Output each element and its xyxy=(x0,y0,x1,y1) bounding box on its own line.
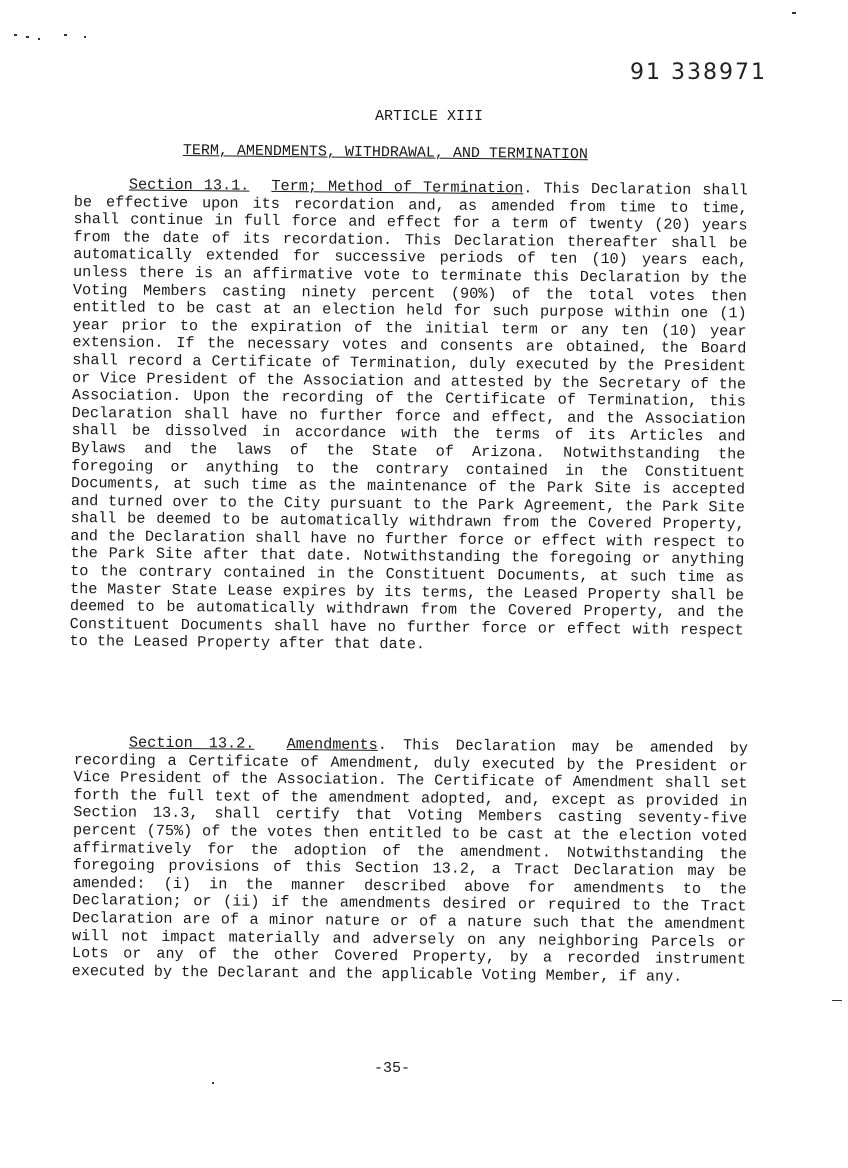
scan-speck xyxy=(212,1082,214,1084)
scan-speck xyxy=(792,12,796,14)
section-13-2 xyxy=(72,734,748,987)
section-title: Term; Method of Termination xyxy=(271,176,524,198)
scan-speck xyxy=(832,1000,842,1001)
article-title: TERM, AMENDMENTS, WITHDRAWAL, AND TERMINATION xyxy=(182,142,589,164)
scan-speck xyxy=(84,36,86,38)
scan-speck xyxy=(26,36,29,38)
scan-speck xyxy=(14,34,17,36)
document-number: 91 338971 xyxy=(630,60,767,85)
scan-speck xyxy=(64,34,67,36)
section-13-1 xyxy=(69,176,748,657)
section-body: . This Declaration may be amended by recording a Certificate of Amendment, duly executed by the President or Vice President of the Association. The Certificate of Amendment shall set forth the full text of the amendment adopted, and, except as provided in Section 13.3, shall certify that Voting Members casting seventy-five percent (75%) of the votes then entitled to be cast at the election voted affirmatively for the adoption of the amendment. Notwithstanding the foregoing provisions of this Section 13.2, a Tract Declaration may be amended: (i) in the manner described above for amendments to the Declaration; or (ii) if the amendments desired or required to the Tract Declaration are of a minor nature or of a nature such that the amendment will not impact materially and adversely on any neighboring Parcels or Lots or any of the other Covered Property, by a recorded instrument executed by the Declarant and the applicable Voting Member, if any. xyxy=(71,735,748,986)
article-heading xyxy=(0,108,848,125)
section-paragraph xyxy=(72,734,748,987)
scan-speck xyxy=(38,38,40,40)
article-heading-text: ARTICLE XIII xyxy=(374,108,484,125)
section-paragraph xyxy=(69,176,748,657)
page-number: -35- xyxy=(374,1060,411,1077)
section-number: Section 13.2. xyxy=(128,733,255,753)
section-title: Amendments xyxy=(286,735,378,754)
section-body: . This Declaration shall be effective upon its recordation and, as amended from time to time, shall continue in full force and effect for a term of twenty (20) years from the date of its recordation. This Declaration thereafter shall be automatically extended for successive periods of ten (10) years each, unless there is an affirmative vote to terminate this Declaration by the Voting Members casting ninety percent (90%) of the total votes then entitled to be cast at an election held for such purpose within one (1) year prior to the expiration of the initial term or any ten (10) year extension. If the necessary votes and consents are obtained, the Board shall record a Certificate of Termination, duly executed by the President or Vice President of the Association and attested by the Secretary of the Association. Upon the recording of the Certificate of Termination, this Declaration shall have no further force and effect, and the Association shall be dissolved in accordance with the terms of its Articles and Bylaws and the laws of the State of Arizona. Notwithstanding the foregoing or anything to the contrary contained in the Constituent Documents, at such time as the maintenance of the Park Site is accepted and turned over to the City pursuant to the Park Agreement, the Park Site shall be deemed to be automatically withdrawn from the Covered Property, and the Declaration shall have no further force or effect with respect to the Park Site after that date. Notwithstanding the foregoing or anything to the contrary contained in the Constituent Documents, at such time as the Master State Lease expires by its terms, the Leased Property shall be deemed to be automatically withdrawn from the Covered Property, and the Constituent Documents shall have no further force or effect with respect to the Leased Property after that date. xyxy=(69,179,748,654)
section-number: Section 13.1. xyxy=(128,175,250,195)
